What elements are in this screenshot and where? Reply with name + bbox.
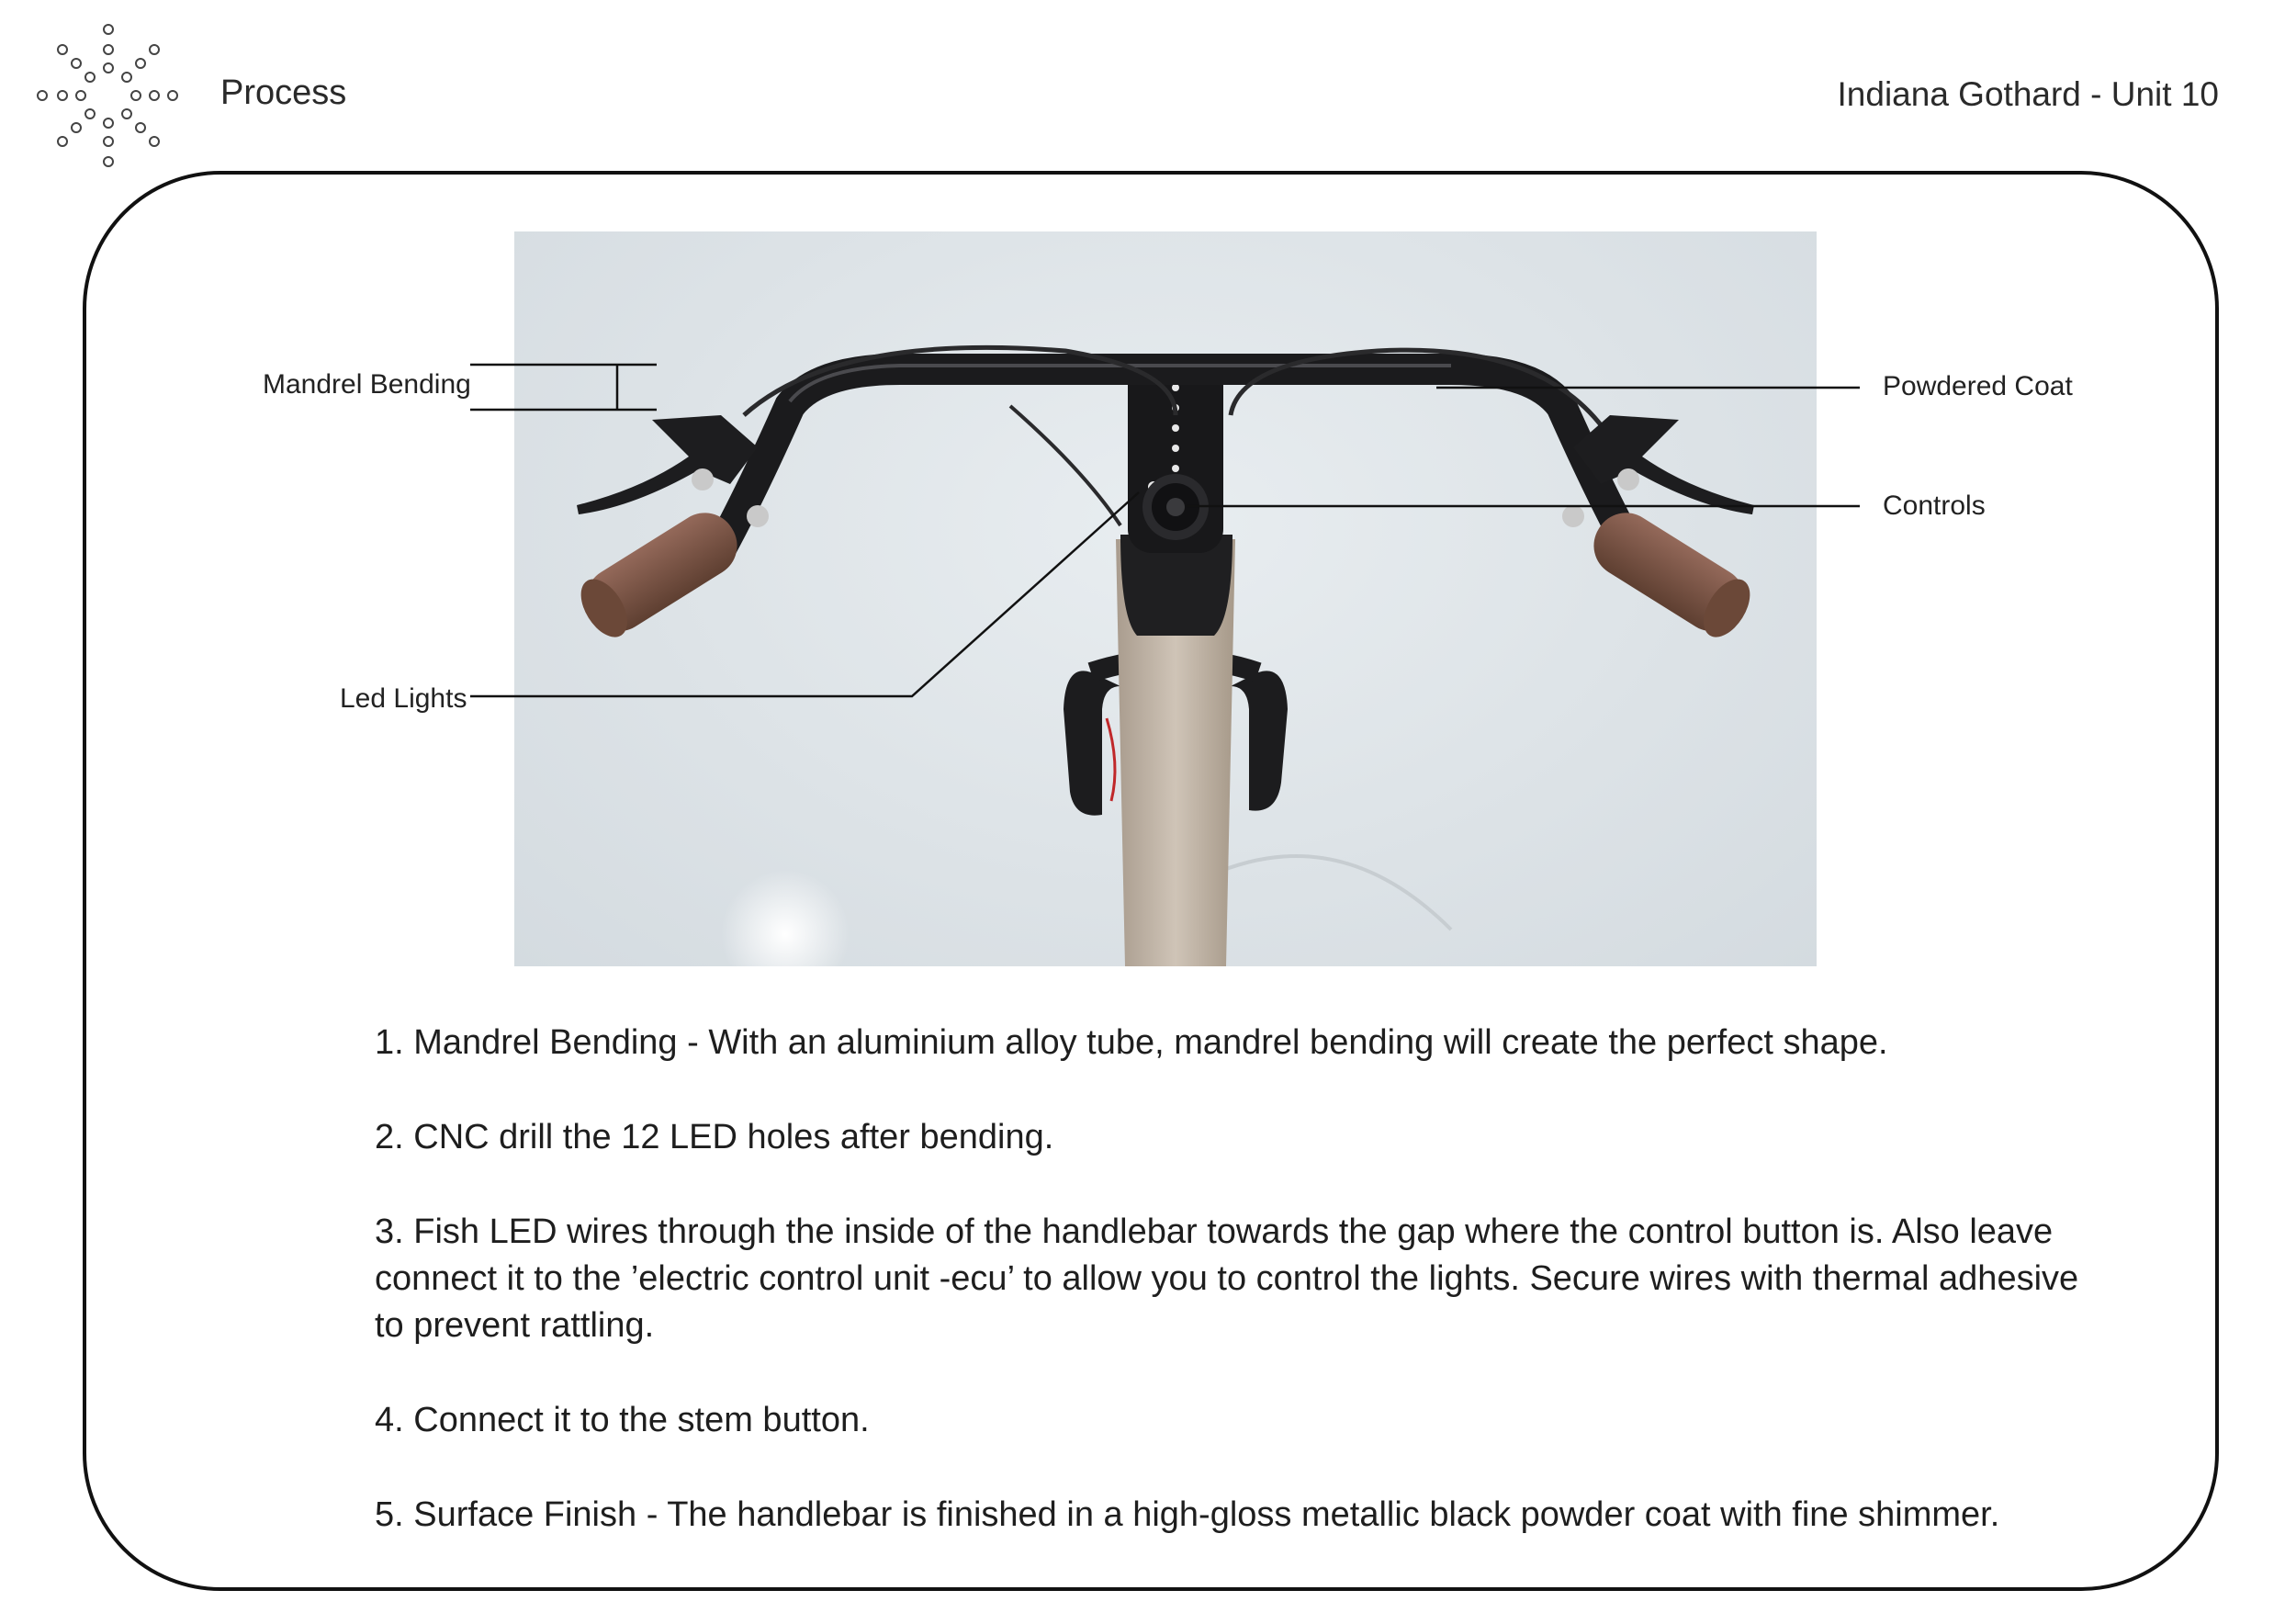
process-steps [375, 1020, 2101, 1586]
handlebar-render-image [514, 231, 1817, 966]
step-item: 5. Surface Finish - The handlebar is finished in a high-gloss metallic black powder coat with fine shimmer. [375, 1495, 2000, 1534]
section-title: Process [220, 73, 347, 112]
step-item: 3. Fish LED wires through the inside of the handlebar towards the gap where the control button is. Also leave connect it to the ’electric control unit -ecu’ to allow you to control the lights. Secure wires with thermal adhesive to prevent rattling. [375, 1212, 2079, 1345]
step-item: 1. Mandrel Bending - With an aluminium alloy tube, mandrel bending will create the perfect shape. [375, 1023, 1888, 1062]
step-item: 4. Connect it to the stem button. [375, 1401, 870, 1439]
callout-controls: Controls [1883, 491, 1986, 521]
callout-led-lights: Led Lights [340, 683, 467, 714]
step-item: 2. CNC drill the 12 LED holes after bending. [375, 1118, 1054, 1156]
logo-icon [35, 22, 182, 169]
author-label: Indiana Gothard - Unit 10 [1837, 75, 2219, 113]
callout-powdered-coat: Powdered Coat [1883, 371, 2073, 401]
callout-mandrel-bending: Mandrel Bending [263, 369, 471, 400]
